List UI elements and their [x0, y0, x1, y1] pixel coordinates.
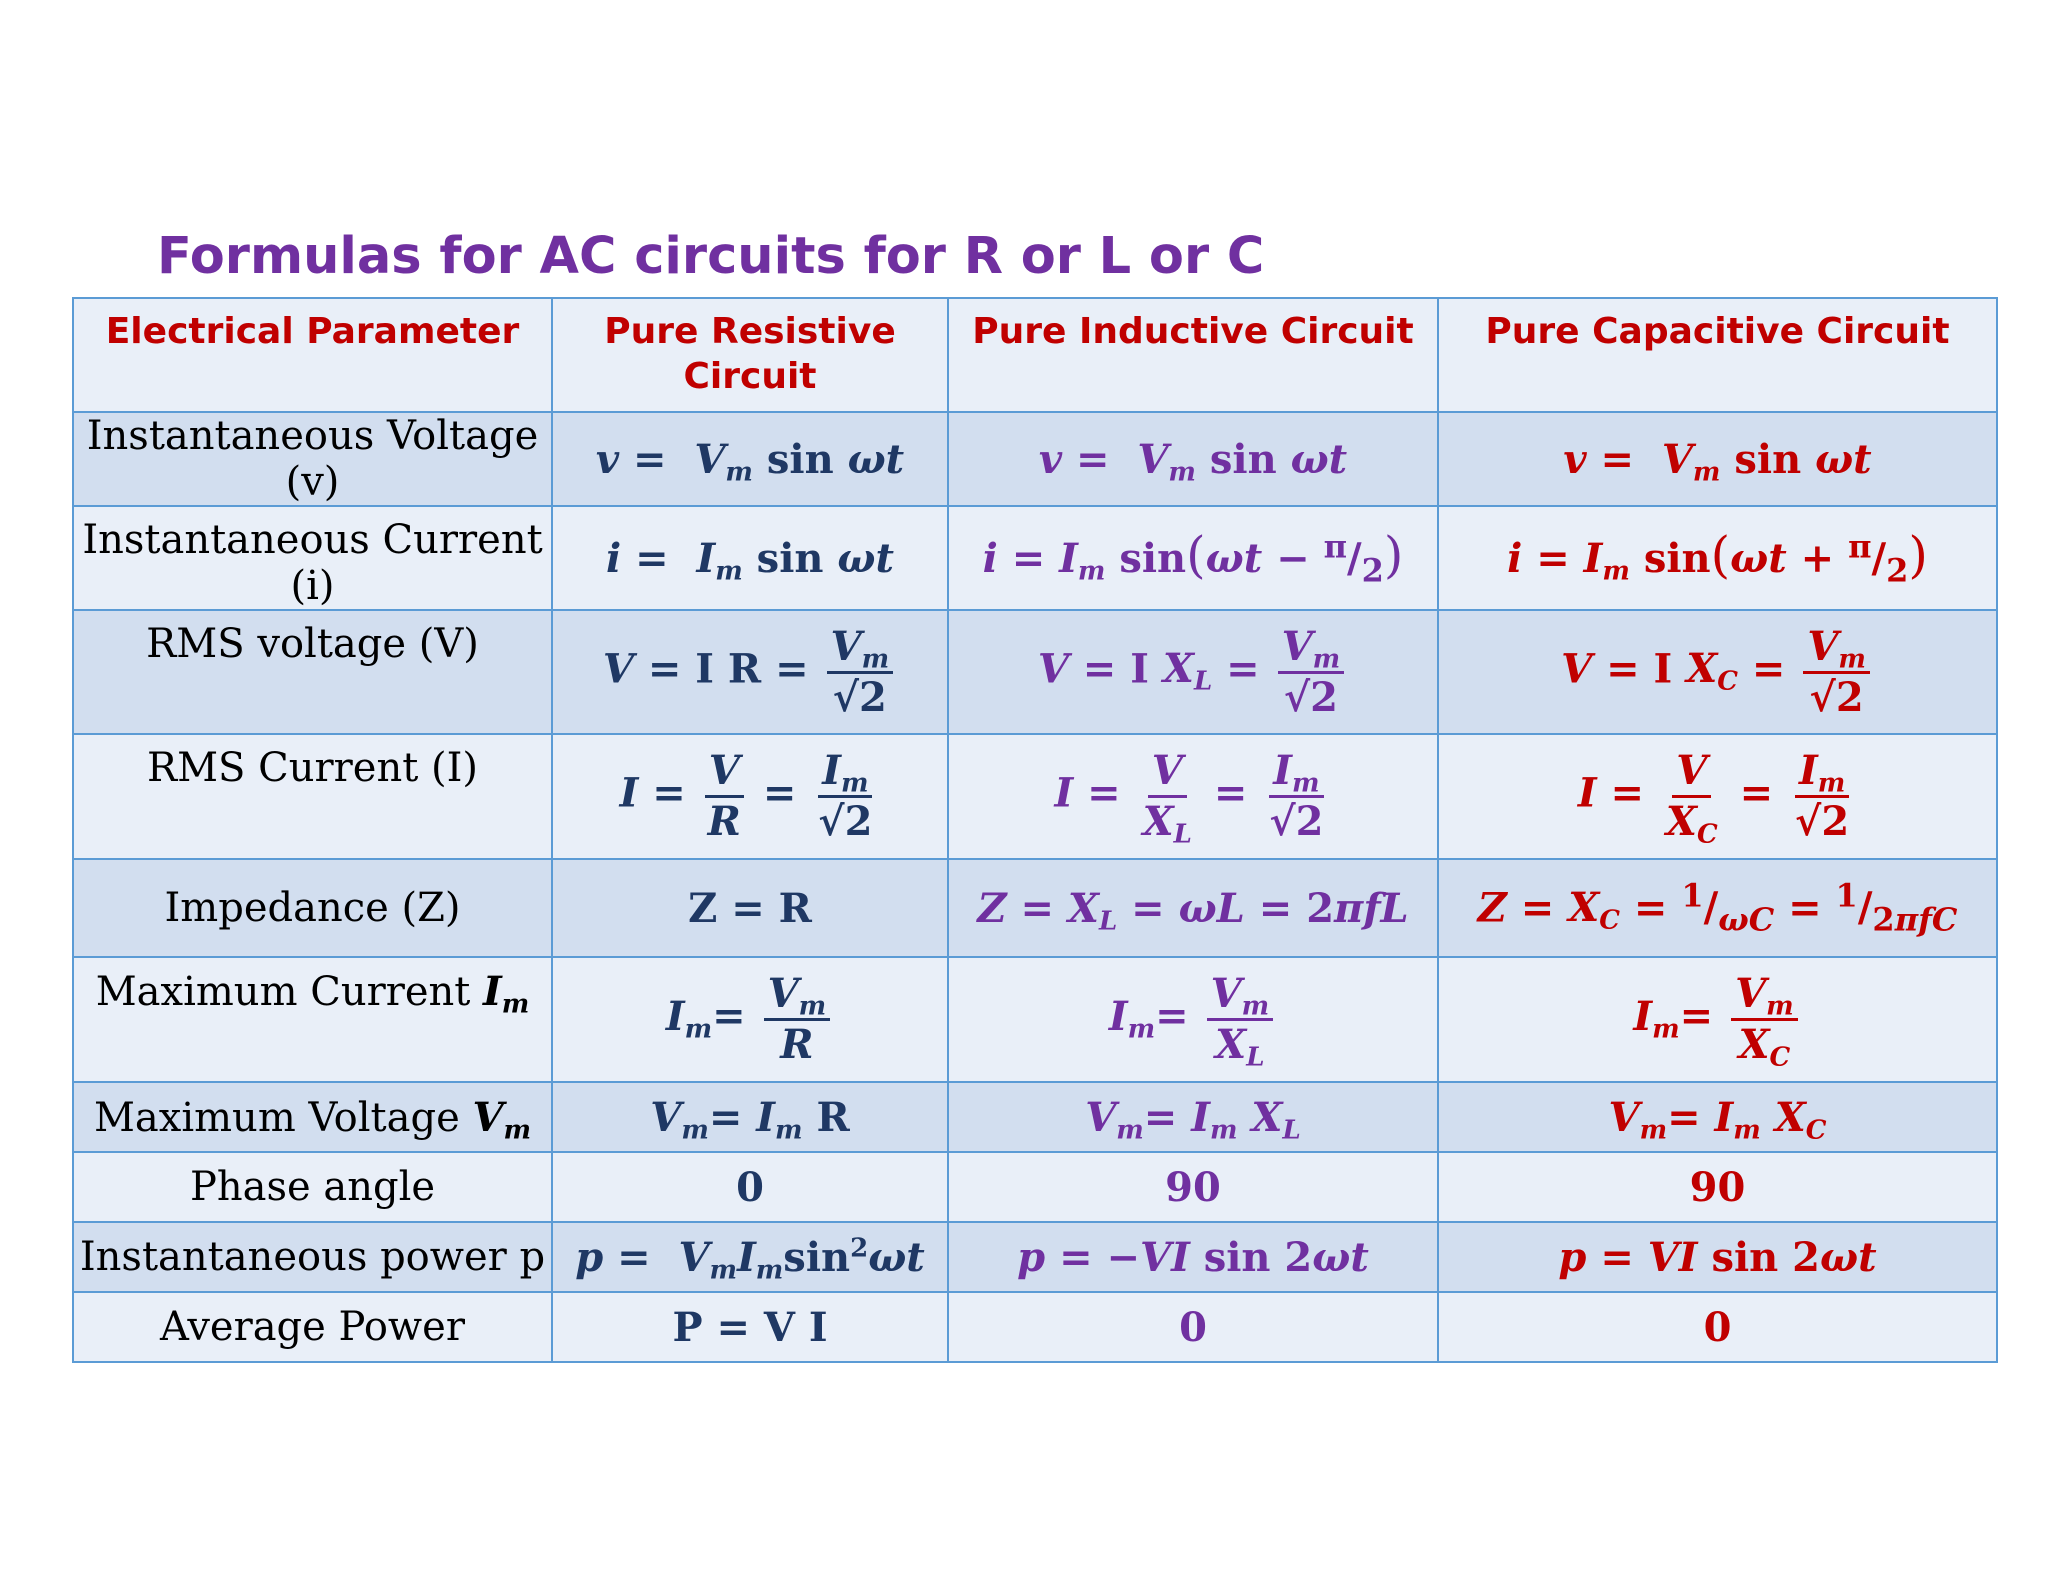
- formula-capacitive-impedance: $Z = X_C = ^1/_{\omega C} = ^1/_{2\pi fC}$: [1438, 859, 1997, 957]
- table-row: [73, 1082, 1997, 1152]
- page-title: Formulas for AC circuits for R or L or C: [157, 227, 1265, 286]
- value-inductive-phase-angle: 90: [948, 1152, 1438, 1222]
- row-label-instantaneous-power: Instantaneous power p: [73, 1222, 552, 1292]
- formula-inductive-max-voltage: $V_m= I_m$ $X_L$: [948, 1082, 1438, 1152]
- value-resistive-phase-angle: 0: [552, 1152, 948, 1222]
- row-label-phase-angle: Phase angle: [73, 1152, 552, 1222]
- value-capacitive-average-power: 0: [1438, 1292, 1997, 1362]
- formula-inductive-max-current: $I_m=$ $\frac{V_m}{X_L}$: [948, 957, 1438, 1082]
- table-row: [73, 859, 1997, 957]
- formula-capacitive-max-current: $I_m=$ $\frac{V_m}{X_C}$: [1438, 957, 1997, 1082]
- table-row: [73, 957, 1997, 1082]
- table-row: [73, 412, 1997, 506]
- row-label-maximum-current: Maximum Current $I_m$: [73, 957, 552, 1082]
- value-capacitive-phase-angle: 90: [1438, 1152, 1997, 1222]
- formula-resistive-rms-current: I = $\frac{V}{R}$ = $\frac{I_m}{√2}$: [552, 734, 948, 859]
- formula-resistive-max-current: $I_m=$ $\frac{V_m}{R}$: [552, 957, 948, 1082]
- header-resistive: Pure Resistive Circuit: [552, 298, 948, 412]
- row-label-maximum-voltage-text: Maximum Voltage: [93, 1094, 460, 1141]
- header-row: [73, 298, 1997, 412]
- table-row: [73, 610, 1997, 734]
- formula-capacitive-rms-voltage: V = I $X_C$ = $\frac{V_m}{√2}$: [1438, 610, 1997, 734]
- formula-capacitive-voltage: $v = V_m$ sin ωt: [1438, 412, 1997, 506]
- row-label-impedance: Impedance (Z): [73, 859, 552, 957]
- formula-inductive-power: p = −VI sin 2ωt: [948, 1222, 1438, 1292]
- table-row: [73, 1152, 1997, 1222]
- formula-capacitive-rms-current: I = $\frac{V}{X_C}$ = $\frac{I_m}{√2}$: [1438, 734, 1997, 859]
- formula-capacitive-power: p = VI sin 2ωt: [1438, 1222, 1997, 1292]
- formula-inductive-rms-current: I = $\frac{V}{X_L}$ = $\frac{I_m}{√2}$: [948, 734, 1438, 859]
- row-label-maximum-voltage: Maximum Voltage $V_m$: [73, 1082, 552, 1152]
- formula-resistive-impedance: Z = R: [552, 859, 948, 957]
- formula-resistive-max-voltage: $V_m= I_m$ R: [552, 1082, 948, 1152]
- table-row: [73, 1292, 1997, 1362]
- formula-inductive-impedance: $Z = X_L = \omega L = 2\pi fL$: [948, 859, 1438, 957]
- value-resistive-average-power: P = V I: [552, 1292, 948, 1362]
- row-label-average-power: Average Power: [73, 1292, 552, 1362]
- formula-resistive-current: $i = I_m$ sin ωt: [552, 506, 948, 610]
- formula-inductive-current: $i = I_m$ $\sin(\omega t - ^\pi/_2)$: [948, 506, 1438, 610]
- formula-resistive-power: $p = V_mI_m\sin^2\omega t$: [552, 1222, 948, 1292]
- table-row: [73, 1222, 1997, 1292]
- formula-capacitive-max-voltage: $V_m= I_m$ $X_C$: [1438, 1082, 1997, 1152]
- header-inductive: Pure Inductive Circuit: [948, 298, 1438, 412]
- header-capacitive: Pure Capacitive Circuit: [1438, 298, 1997, 412]
- row-label-rms-current: RMS Current (I): [73, 734, 552, 859]
- formula-capacitive-current: $i = I_m$ $\sin(\omega t + ^\pi/_2)$: [1438, 506, 1997, 610]
- row-label-rms-voltage: RMS voltage (V): [73, 610, 552, 734]
- row-label-maximum-current-text: Maximum Current: [95, 969, 471, 1015]
- table-row: [73, 506, 1997, 610]
- table-row: [73, 734, 1997, 859]
- formula-resistive-rms-voltage: V = I R = $\frac{V_m}{√2}$: [552, 610, 948, 734]
- row-label-instantaneous-current: Instantaneous Current (i): [73, 506, 552, 610]
- value-inductive-average-power: 0: [948, 1292, 1438, 1362]
- row-label-instantaneous-voltage: Instantaneous Voltage (v): [73, 412, 552, 506]
- formula-inductive-voltage: $v = V_m$ sin ωt: [948, 412, 1438, 506]
- formula-table: [72, 297, 1998, 1363]
- formula-inductive-rms-voltage: V = I $X_L$ = $\frac{V_m}{√2}$: [948, 610, 1438, 734]
- formula-resistive-voltage: $v = V_m$ sin ωt: [552, 412, 948, 506]
- header-parameter: Electrical Parameter: [73, 298, 552, 412]
